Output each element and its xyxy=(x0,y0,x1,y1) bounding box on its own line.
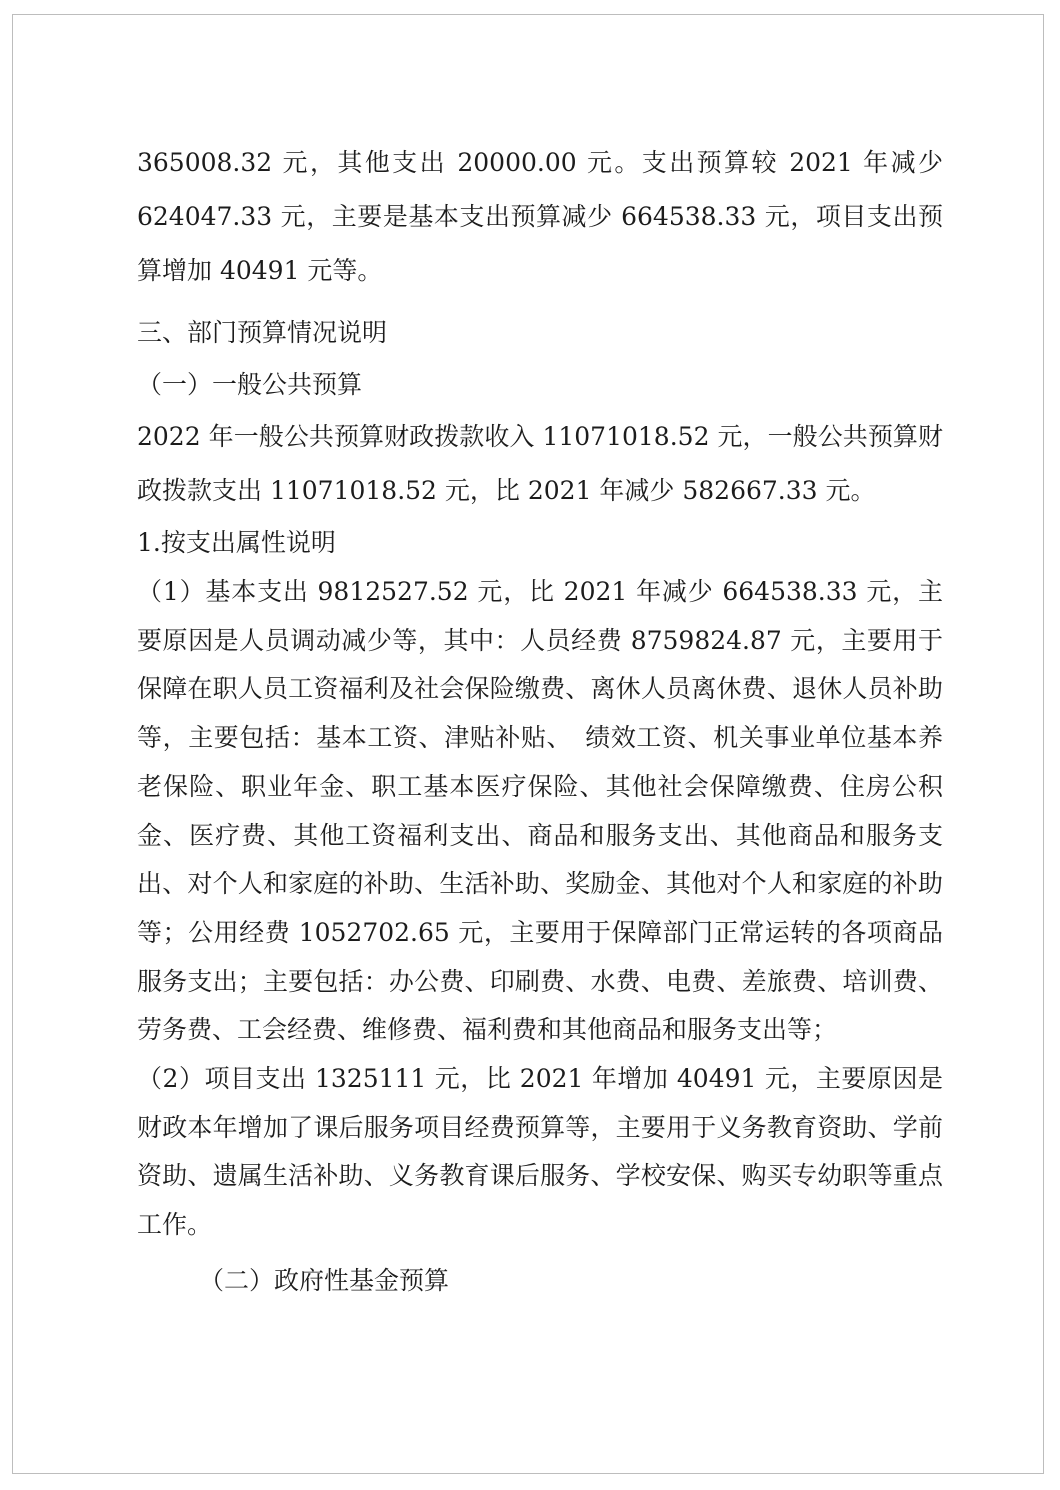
subsection-heading-general-public-budget: （一）一般公共预算 xyxy=(137,370,363,399)
subsection-heading-government-fund-budget: （二）政府性基金预算 xyxy=(199,1265,450,1295)
document-body xyxy=(137,136,943,1312)
item-heading-by-expenditure-attribute: 1.按支出属性说明 xyxy=(137,528,336,557)
paragraph-general-public-budget: 2022 年一般公共预算财政拨款收入 11071018.52 元，一般公共预算财政拨款支出 11071018.52 元，比 2021 年减少 582667.33 元。 xyxy=(137,422,943,505)
section-heading-budget-explanation: 三、部门预算情况说明 xyxy=(137,318,388,347)
paragraph-basic-expenditure: （1）基本支出 9812527.52 元，比 2021 年减少 664538.33 元，主要原因是人员调动减少等，其中：人员经费 8759824.87 元，主要用于保障在职人员工资福利及社会保险缴费、离休人员离休费、退休人员补助等，主要包括：基本工资、津贴补贴、 绩效工资、机关事业单位基本养老保险、职业年金、职工基本医疗保险、其他社会保障缴费、住房公积金、医疗费、其他工资福利支出、商品和服务支出、其他商品和服务支出、对个人和家庭的补助、生活补助、奖励金、其他对个人和家庭的补助等；公用经费 1052702.65 元，主要用于保障部门正常运转的各项商品服务支出；主要包括：办公费、印刷费、水费、电费、差旅费、培训费、劳务费、工会经费、维修费、福利费和其他商品和服务支出等； xyxy=(137,577,943,1045)
paragraph-expenditure-summary: 365008.32 元，其他支出 20000.00 元。支出预算较 2021 年减少 624047.33 元，主要是基本支出预算减少 664538.33 元，项目支出预算增加 40491 元等。 xyxy=(137,148,943,285)
paragraph-project-expenditure: （2）项目支出 1325111 元，比 2021 年增加 40491 元，主要原因是财政本年增加了课后服务项目经费预算等，主要用于义务教育资助、学前资助、遗属生活补助、义务教育课后服务、学校安保、购买专幼职等重点工作。 xyxy=(137,1064,943,1240)
